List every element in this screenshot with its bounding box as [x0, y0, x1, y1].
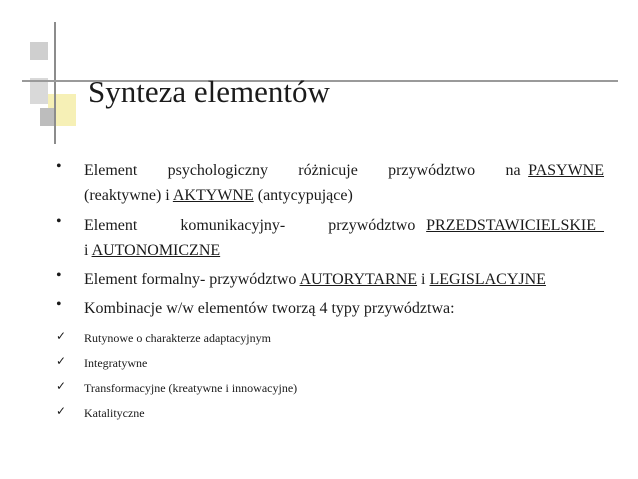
check-icon: ✓ [56, 329, 67, 343]
bullet-text: Element psychologiczny różnicuje przywództwo na [84, 162, 521, 179]
check-item [56, 354, 604, 372]
highlight-term: AUTORYTARNE [299, 271, 418, 288]
highlight-term: AKTYWNE [172, 187, 254, 204]
highlight-term: PASYWNE [528, 162, 605, 179]
bullet-marker: • [56, 213, 62, 230]
check-item [56, 329, 604, 347]
check-item [56, 404, 604, 422]
bullet-text: Kombinacje w/w elementów tworzą 4 typy przywództwa: [84, 300, 455, 317]
bullet-marker: • [56, 296, 62, 313]
bullet-item [56, 267, 604, 292]
check-text: Rutynowe o charakterze adaptacyjnym [84, 331, 271, 345]
bullet-item [56, 213, 605, 263]
check-icon: ✓ [56, 354, 67, 368]
bullet-text: (antycypujące) [253, 187, 353, 204]
decorative-block [40, 108, 54, 126]
highlight-term: LEGISLACYJNE [429, 271, 546, 288]
bullet-text: i [417, 271, 430, 288]
highlight-term: AUTONOMICZNE [91, 242, 221, 259]
bullet-text: i [84, 242, 92, 259]
check-icon: ✓ [56, 404, 67, 418]
check-item [56, 379, 604, 397]
bullet-text: (reaktywne) i [84, 187, 173, 204]
slide-title: Synteza elementów [88, 74, 330, 109]
highlight-term: PRZEDSTAWICIELSKIE [426, 217, 605, 234]
bullet-text: Element formalny- przywództwo [84, 271, 300, 288]
check-text: Integratywne [84, 356, 148, 370]
decorative-block [30, 42, 48, 60]
bullet-marker: • [56, 267, 62, 284]
decorative-vertical-line [54, 22, 56, 144]
check-text: Transformacyjne (kreatywne i innowacyjne) [84, 381, 298, 395]
check-text: Katalityczne [84, 406, 145, 420]
bullet-text: Element komunikacyjny- przywództwo [84, 217, 416, 234]
check-icon: ✓ [56, 379, 67, 393]
bullet-item [56, 158, 605, 208]
bullet-item [56, 296, 604, 321]
bullet-marker: • [56, 158, 62, 175]
